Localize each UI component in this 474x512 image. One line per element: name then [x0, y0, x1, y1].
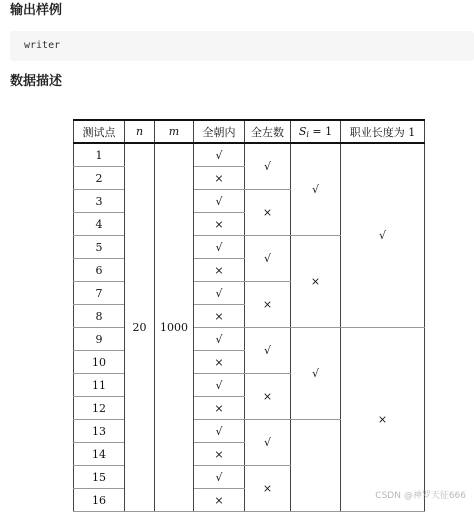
cell-test-point: 13	[74, 420, 125, 443]
cell-job-length: √	[341, 143, 425, 328]
cell-s-i-equals-1: √	[291, 328, 341, 420]
cell-all-facing-in: ×	[194, 305, 245, 328]
cell-all-left-count: √	[245, 143, 291, 190]
data-description-table	[73, 119, 425, 512]
cell-test-point: 6	[74, 259, 125, 282]
cell-test-point: 12	[74, 397, 125, 420]
cell-all-facing-in: ×	[194, 489, 245, 512]
cell-s-i-equals-1: √	[291, 143, 341, 236]
table-header-row	[74, 120, 425, 143]
cell-test-point: 16	[74, 489, 125, 512]
header-test-point: 测试点	[74, 120, 125, 143]
cell-all-facing-in: √	[194, 143, 245, 167]
header-m: m	[155, 120, 194, 143]
cell-all-facing-in: √	[194, 328, 245, 351]
cell-s-i-equals-1: ×	[291, 236, 341, 328]
cell-all-facing-in: ×	[194, 397, 245, 420]
cell-all-facing-in: √	[194, 374, 245, 397]
cell-all-left-count: ×	[245, 374, 291, 420]
cell-all-left-count: ×	[245, 466, 291, 512]
cell-test-point: 5	[74, 236, 125, 259]
header-s-i-letter: S	[298, 124, 307, 138]
cell-test-point: 15	[74, 466, 125, 489]
cell-all-facing-in: ×	[194, 443, 245, 466]
cell-test-point: 8	[74, 305, 125, 328]
watermark: CSDN @神罗天征666	[375, 491, 466, 501]
cell-all-facing-in: √	[194, 236, 245, 259]
cell-all-facing-in: √	[194, 282, 245, 305]
cell-all-facing-in: ×	[194, 167, 245, 190]
cell-m-value: 1000	[155, 143, 194, 512]
cell-test-point: 14	[74, 443, 125, 466]
cell-all-left-count: ×	[245, 190, 291, 236]
output-example-code: writer	[10, 31, 474, 61]
cell-s-i-equals-1	[291, 420, 341, 512]
cell-all-facing-in: √	[194, 466, 245, 489]
cell-all-facing-in: √	[194, 190, 245, 213]
cell-test-point: 4	[74, 213, 125, 236]
table-row	[74, 143, 425, 167]
header-s-i-subscript: i	[306, 129, 309, 139]
cell-all-facing-in: √	[194, 420, 245, 443]
cell-all-left-count: √	[245, 328, 291, 374]
header-n: n	[125, 120, 155, 143]
cell-all-facing-in: ×	[194, 259, 245, 282]
data-description-table-wrapper	[73, 119, 425, 512]
cell-all-left-count: ×	[245, 282, 291, 328]
data-description-heading: 数据描述	[10, 74, 63, 89]
cell-test-point: 2	[74, 167, 125, 190]
header-s-i-equals-1	[291, 120, 341, 143]
cell-test-point: 11	[74, 374, 125, 397]
cell-test-point: 7	[74, 282, 125, 305]
header-all-facing-in: 全朝内	[194, 120, 245, 143]
cell-test-point: 1	[74, 143, 125, 167]
header-all-left-count: 全左数	[245, 120, 291, 143]
cell-test-point: 10	[74, 351, 125, 374]
cell-all-left-count: √	[245, 236, 291, 282]
output-example-heading: 输出样例	[10, 3, 63, 18]
cell-test-point: 3	[74, 190, 125, 213]
cell-all-facing-in: ×	[194, 213, 245, 236]
header-job-length: 职业长度为 1	[341, 120, 425, 143]
cell-test-point: 9	[74, 328, 125, 351]
cell-n-value: 20	[125, 143, 155, 512]
header-s-i-suffix: = 1	[308, 124, 333, 138]
cell-all-left-count: √	[245, 420, 291, 466]
cell-all-facing-in: ×	[194, 351, 245, 374]
cell-job-length: ×	[341, 328, 425, 512]
